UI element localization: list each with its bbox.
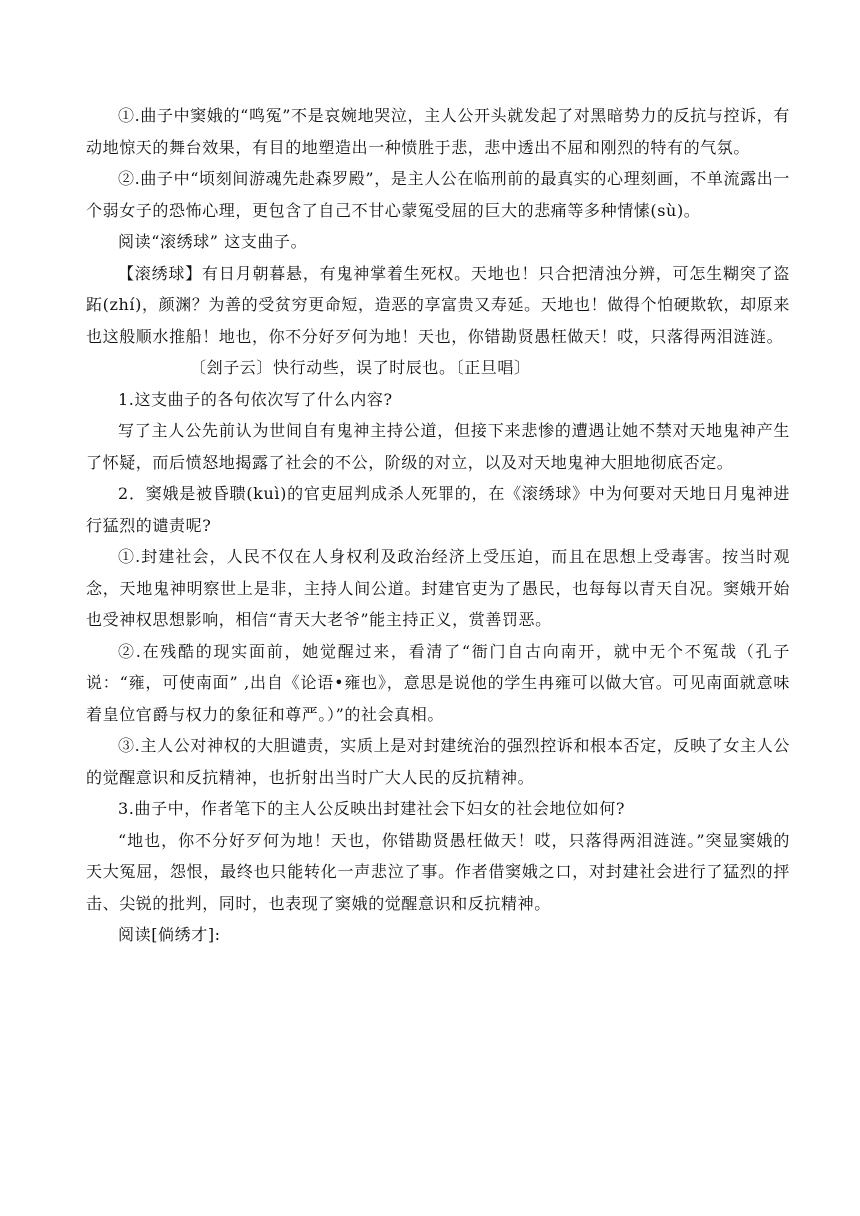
question-1: 1.这支曲子的各句依次写了什么内容? [118, 389, 393, 409]
lyric-passage: 【滚绣球】有日月朝暮悬，有鬼神掌着生死权。天地也！只合把清浊分辨，可怎生糊突了盗跖(zhí)，颜渊？为善的受贫穷更命短，造恶的享富贵又寿延。天地也！做得个怕硬欺软，却原来也这般顺水推船！地也，你不分好歹何为地！天也，你错勘贤愚枉做天！哎，只落得两泪涟涟。 [86, 263, 790, 346]
question-2: 2．窦娥是被昏聩(kuì)的官吏屈判成杀人死罪的，在《滚绣球》中为何要对天地日月鬼神进行猛烈的谴责呢? [86, 484, 790, 535]
answer-2-point-3: ③.主人公对神权的大胆谴责，实质上是对封建统治的强烈控诉和根本否定，反映了女主人公的觉醒意识和反抗精神，也折射出当时广大人民的反抗精神。 [86, 736, 790, 787]
reading-prompt: 阅读“滚绣球” 这支曲子。 [118, 232, 308, 251]
answer-3: “地也，你不分好歹何为地！天也，你错勘贤愚枉做天！哎，只落得两泪涟涟。”突显窦娥的天大冤屈，怨恨，最终也只能转化一声悲泣了事。作者借窦娥之口，对封建社会进行了猛烈的抨击、尖锐的批判，同时，也表现了窦娥的觉醒意识和反抗精神。 [86, 830, 790, 913]
answer-2-point-1: ①.封建社会，人民不仅在人身权利及政治经济上受压迫，而且在思想上受毒害。按当时观念，天地鬼神明察世上是非，主持人间公道。封建官吏为了愚民，也每每以青天自况。窦娥开始也受神权思想影响，相信“青天大老爷”能主持正义，赏善罚恶。 [86, 547, 790, 629]
answer-paragraph-1: ①.曲子中窦娥的“鸣冤”不是哀婉地哭泣，主人公开头就发起了对黑暗势力的反抗与控诉，有动地惊天的舞台效果，有目的地塑造出一种愤胜于悲，悲中透出不屈和刚烈的特有的气氛。 [86, 106, 790, 157]
answer-2-point-2: ②.在残酷的现实面前，她觉醒过来，看清了“衙门自古向南开，就中无个不冤哉（孔子说：“雍，可使南面” ,出自《论语•雍也》，意思是说他的学生冉雍可以做大官。可见南面就意味着皇位官爵与权力的象征和尊严。）”的社会真相。 [86, 641, 790, 724]
stage-direction: 〔刽子云〕快行动些，误了时辰也。〔正旦唱〕 [190, 358, 531, 377]
reading-prompt-next: 阅读[倘绣才]: [118, 925, 221, 944]
question-3: 3.曲子中，作者笔下的主人公反映出封建社会下妇女的社会地位如何? [118, 799, 626, 818]
answer-1: 写了主人公先前认为世间自有鬼神主持公道，但接下来悲惨的遭遇让她不禁对天地鬼神产生了怀疑，而后愤怒地揭露了社会的不公，阶级的对立，以及对天地鬼神大胆地彻底否定。 [86, 421, 790, 472]
document-body [86, 100, 790, 951]
answer-paragraph-2: ②.曲子中“顷刻间游魂先赴森罗殿”，是主人公在临刑前的最真实的心理刻画，不单流露出一个弱女子的恐怖心理，更包含了自己不甘心蒙冤受屈的巨大的悲痛等多种情愫(sù)。 [86, 169, 790, 220]
